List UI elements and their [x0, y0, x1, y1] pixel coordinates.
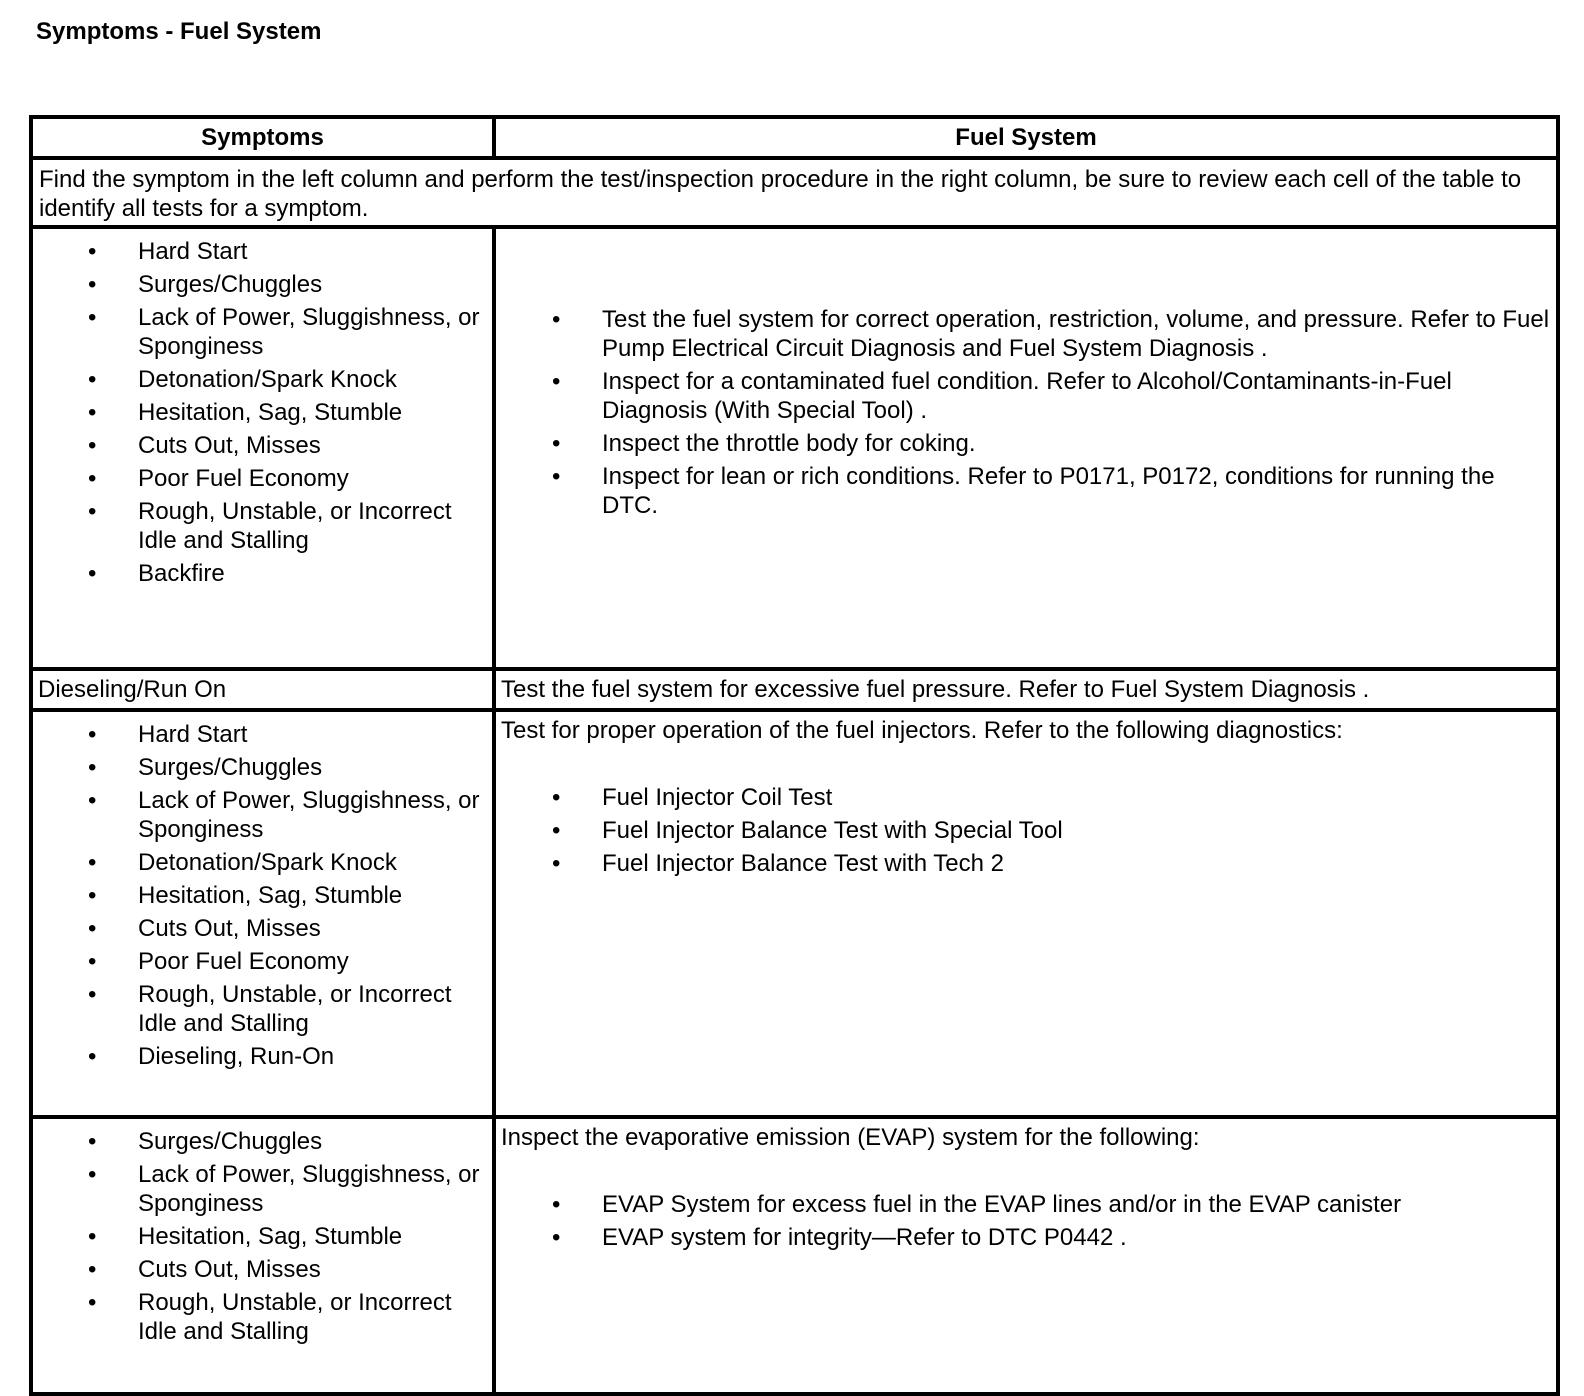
list-item: • Inspect for lean or rich conditions. Refer to P0171, P0172, conditions for running the DTC. [496, 462, 1550, 520]
list-item: • Hard Start [33, 237, 482, 266]
page-title: Symptoms - Fuel System [36, 18, 322, 45]
fuel-system-cell [494, 710, 1558, 1117]
list-item: • Cuts Out, Misses [33, 914, 482, 943]
column-header-symptoms: Symptoms [31, 117, 494, 158]
list-item: • Cuts Out, Misses [33, 1255, 482, 1284]
fuel-system-cell [494, 227, 1558, 669]
fuel-system-cell: Test the fuel system for excessive fuel pressure. Refer to Fuel System Diagnosis . [494, 669, 1558, 710]
list-item: • Rough, Unstable, or Incorrect Idle and Stalling [33, 497, 482, 555]
symptoms-cell: Dieseling/Run On [31, 669, 494, 710]
list-item: • Poor Fuel Economy [33, 947, 482, 976]
header-row [31, 117, 1558, 158]
list-item: • Inspect the throttle body for coking. [496, 429, 1550, 458]
list-item: • Hesitation, Sag, Stumble [33, 881, 482, 910]
list-item: • Hesitation, Sag, Stumble [33, 1222, 482, 1251]
symptoms-table [29, 115, 1560, 1396]
column-header-fuel-system: Fuel System [494, 117, 1558, 158]
list-item: • Detonation/Spark Knock [33, 848, 482, 877]
intro-row [31, 158, 1558, 227]
list-item: • Fuel Injector Coil Test [496, 783, 1550, 812]
table-row [31, 227, 1558, 669]
symptoms-cell [31, 1117, 494, 1394]
list-item: • Lack of Power, Sluggishness, or Sponginess [33, 1160, 482, 1218]
list-item: • Hard Start [33, 720, 482, 749]
table-row [31, 710, 1558, 1117]
list-item: • Rough, Unstable, or Incorrect Idle and Stalling [33, 1288, 482, 1346]
list-item: • EVAP System for excess fuel in the EVAP lines and/or in the EVAP canister [496, 1190, 1550, 1219]
intro-text: Find the symptom in the left column and perform the test/inspection procedure in the right column, be sure to review each cell of the table to identify all tests for a symptom. [31, 158, 1558, 227]
symptom-list [33, 1127, 482, 1346]
table-row [31, 669, 1558, 710]
action-list [496, 783, 1550, 878]
cell-lead-text: Test for proper operation of the fuel injectors. Refer to the following diagnostics: [501, 717, 1343, 744]
action-list [496, 305, 1550, 520]
list-item: • Lack of Power, Sluggishness, or Sponginess [33, 303, 482, 361]
symptoms-cell [31, 710, 494, 1117]
list-item: • Surges/Chuggles [33, 1127, 482, 1156]
list-item: • Hesitation, Sag, Stumble [33, 398, 482, 427]
fuel-system-cell [494, 1117, 1558, 1394]
list-item: • Surges/Chuggles [33, 270, 482, 299]
symptom-list [33, 237, 482, 588]
list-item: • Inspect for a contaminated fuel condition. Refer to Alcohol/Contaminants-in-Fuel Diagnosis (With Special Tool) . [496, 367, 1550, 425]
list-item: • Test the fuel system for correct operation, restriction, volume, and pressure. Refer to Fuel Pump Electrical Circuit Diagnosis and Fuel System Diagnosis . [496, 305, 1550, 363]
list-item: • Surges/Chuggles [33, 753, 482, 782]
list-item: • Rough, Unstable, or Incorrect Idle and Stalling [33, 980, 482, 1038]
list-item: • Backfire [33, 559, 482, 588]
list-item: • Detonation/Spark Knock [33, 365, 482, 394]
symptoms-cell [31, 227, 494, 669]
list-item: • Lack of Power, Sluggishness, or Sponginess [33, 786, 482, 844]
cell-lead-text: Inspect the evaporative emission (EVAP) system for the following: [501, 1124, 1200, 1151]
table-row [31, 1117, 1558, 1394]
list-item: • Poor Fuel Economy [33, 464, 482, 493]
list-item: • Fuel Injector Balance Test with Tech 2 [496, 849, 1550, 878]
list-item: • EVAP system for integrity—Refer to DTC P0442 . [496, 1223, 1550, 1252]
action-list [496, 1190, 1550, 1252]
symptom-list [33, 720, 482, 1071]
list-item: • Dieseling, Run-On [33, 1042, 482, 1071]
list-item: • Cuts Out, Misses [33, 431, 482, 460]
list-item: • Fuel Injector Balance Test with Special Tool [496, 816, 1550, 845]
